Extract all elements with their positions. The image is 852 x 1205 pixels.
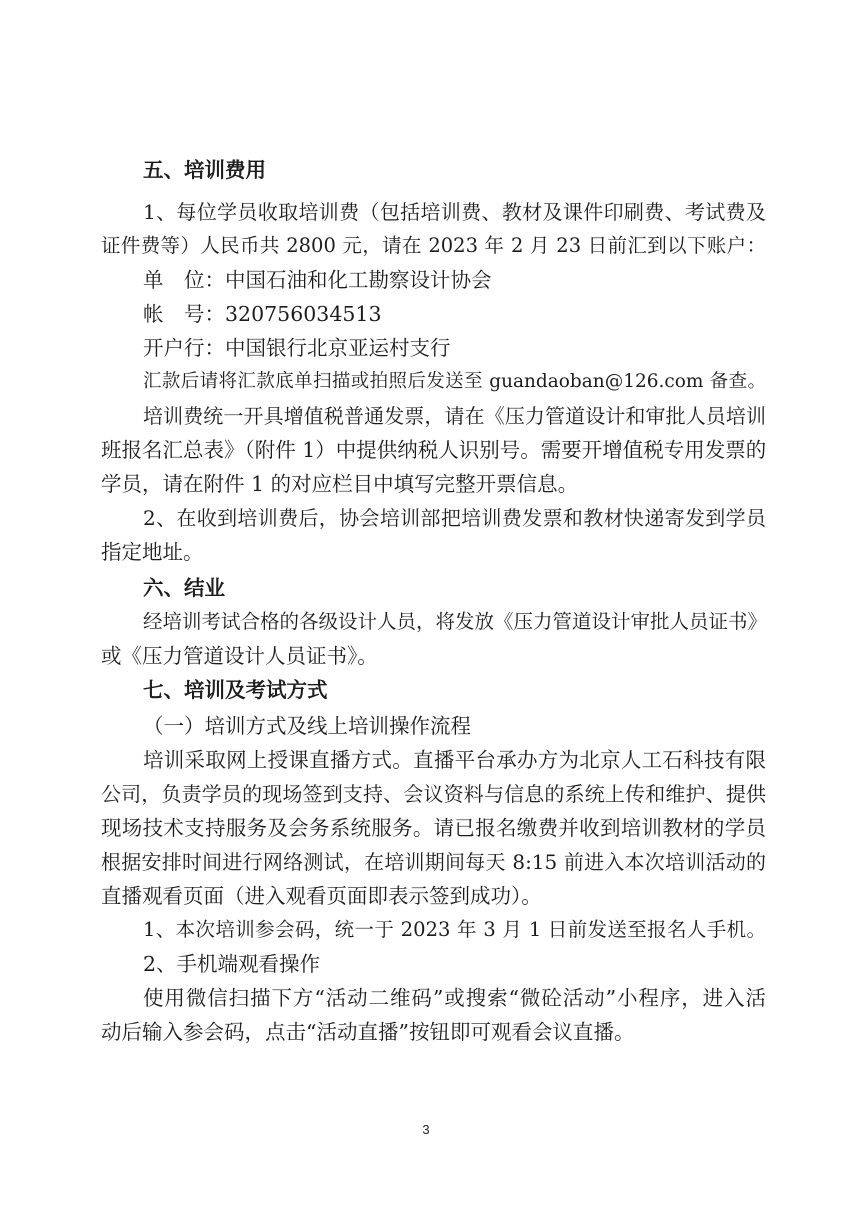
paragraph-line: 使用微信扫描下方“活动二维码”或搜索“微砼活动”小程序，进入活	[143, 986, 766, 1010]
account-unit-line: 单 位：中国石油和化工勘察设计协会	[143, 268, 492, 292]
paragraph-line: 或《压力管道设计人员证书》。	[101, 644, 378, 668]
paragraph-line: 证件费等）人民币共 2800 元，请在 2023 年 2 月 23 日前汇到以下账户：	[101, 234, 766, 257]
section-heading-training-fees: 五、培训费用	[143, 158, 266, 182]
paragraph-line: 汇款后请将汇款底单扫描或拍照后发送至 guandaoban@126.com 备查。	[143, 371, 766, 392]
paragraph-line: 1、每位学员收取培训费（包括培训费、教材及课件印刷费、考试费及	[143, 200, 766, 224]
account-number-line: 帐 号：320756034513	[143, 302, 382, 326]
paragraph-line: 培训费统一开具增值税普通发票，请在《压力管道设计和审批人员培训	[143, 404, 766, 428]
paragraph-line: 2、在收到培训费后，协会培训部把培训费发票和教材快递寄发到学员	[143, 506, 766, 530]
paragraph-line: 动后输入参会码，点击“活动直播”按钮即可观看会议直播。	[101, 1020, 635, 1044]
paragraph-line: 2、手机端观看操作	[143, 952, 321, 976]
paragraph-line: 直播观看页面（进入观看页面即表示签到成功）。	[101, 884, 542, 908]
paragraph-line: 公司，负责学员的现场签到支持、会议资料与信息的系统上传和维护、提供	[101, 782, 766, 806]
paragraph-line: 1、本次培训参会码，统一于 2023 年 3 月 1 日前发送至报名人手机。	[143, 918, 766, 941]
paragraph-line: 现场技术支持服务及会务系统服务。请已报名缴费并收到培训教材的学员	[101, 816, 766, 840]
subsection-heading: （一）培训方式及线上培训操作流程	[143, 714, 471, 738]
section-heading-completion: 六、结业	[143, 576, 225, 600]
paragraph-line: 学员，请在附件 1 的对应栏目中填写完整开票信息。	[101, 472, 579, 496]
account-bank-line: 开户行：中国银行北京亚运村支行	[143, 336, 451, 360]
page-number: 3	[422, 1122, 430, 1137]
section-heading-training-exam-method: 七、培训及考试方式	[143, 678, 328, 702]
paragraph-line: 班报名汇总表》（附件 1）中提供纳税人识别号。需要开增值税专用发票的	[101, 438, 767, 462]
paragraph-line: 根据安排时间进行网络测试，在培训期间每天 8:15 前进入本次培训活动的	[101, 850, 766, 874]
paragraph-line: 经培训考试合格的各级设计人员，将发放《压力管道设计审批人员证书》	[143, 610, 768, 633]
paragraph-line: 培训采取网上授课直播方式。直播平台承办方为北京人工石科技有限	[143, 748, 766, 772]
paragraph-line: 指定地址。	[101, 540, 204, 564]
